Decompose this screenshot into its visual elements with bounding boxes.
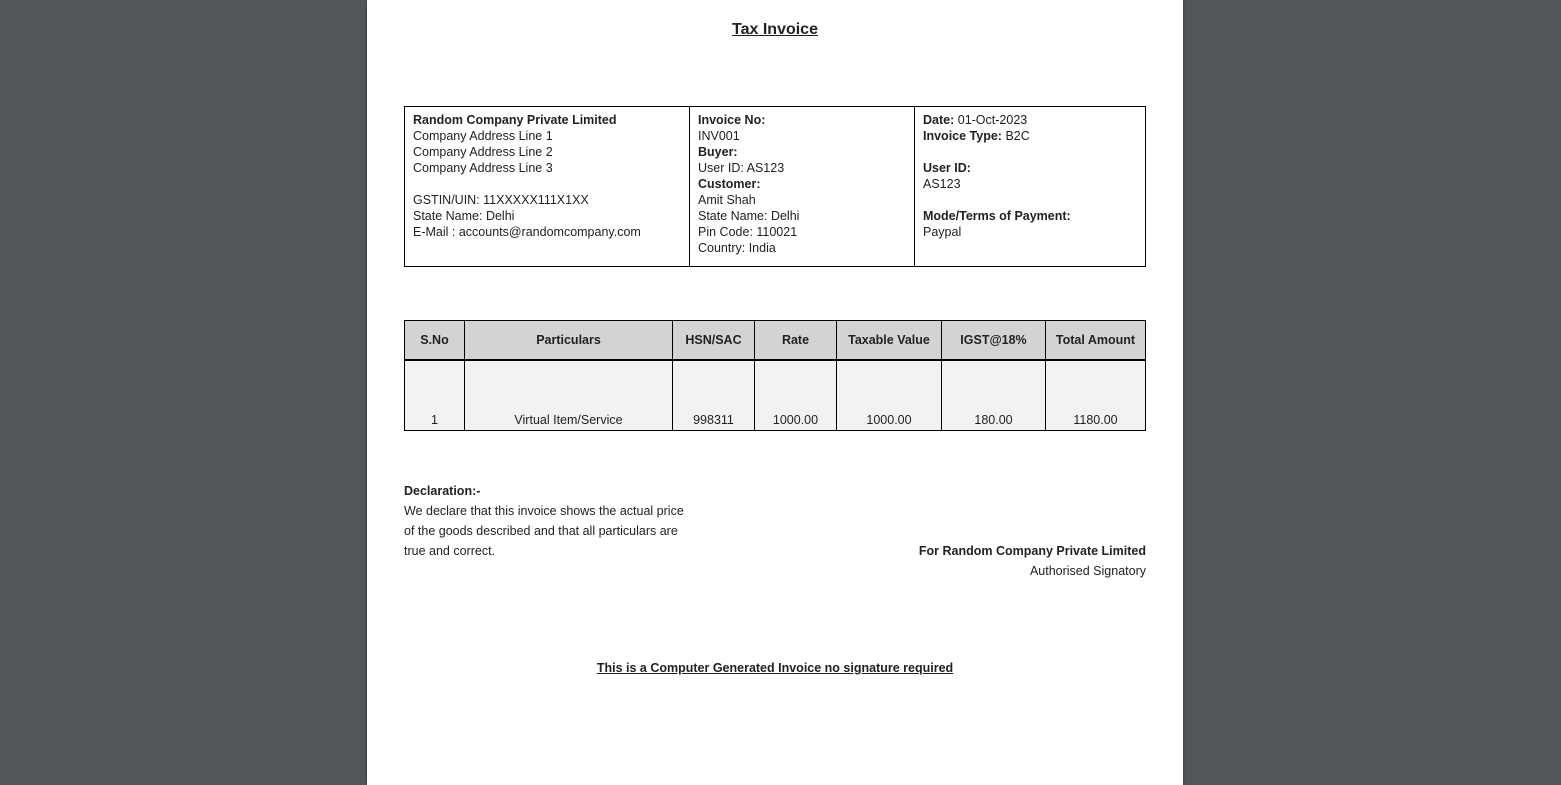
invoice-no-label: Invoice No: — [698, 113, 766, 127]
seller-state: State Name: Delhi — [413, 209, 515, 223]
signatory-company: For Random Company Private Limited — [918, 544, 1146, 558]
line-items-table — [404, 320, 1146, 431]
spacer — [923, 192, 1137, 208]
user-id-label: User ID: — [923, 161, 971, 175]
page-title-text: Tax Invoice — [732, 21, 818, 38]
column-header: IGST@18% — [942, 321, 1046, 361]
seller-details-cell — [405, 107, 690, 267]
invoice-no-value: INV001 — [698, 129, 740, 143]
column-header: Particulars — [465, 321, 673, 361]
seller-address-line-1: Company Address Line 1 — [413, 129, 553, 143]
column-header: S.No — [405, 321, 465, 361]
invoice-meta-cell — [915, 107, 1146, 267]
table-cell: 1180.00 — [1046, 360, 1146, 431]
footer-note — [367, 661, 1183, 675]
date-value: 01-Oct-2023 — [954, 113, 1028, 127]
invoice-header-table — [404, 106, 1146, 267]
column-header: Taxable Value — [837, 321, 942, 361]
table-cell: 180.00 — [942, 360, 1046, 431]
customer-country: Country: India — [698, 241, 776, 255]
seller-address-line-3: Company Address Line 3 — [413, 161, 553, 175]
table-cell: 1000.00 — [837, 360, 942, 431]
customer-name: Amit Shah — [698, 193, 756, 207]
footer-note-text: This is a Computer Generated Invoice no signature required — [596, 661, 954, 675]
invoice-type-label: Invoice Type: — [923, 129, 1002, 143]
declaration-text: We declare that this invoice shows the actual price of the goods described and that all particulars are true and correct. — [404, 504, 684, 558]
invoice-type-value: B2C — [1001, 129, 1030, 143]
seller-name: Random Company Private Limited — [413, 113, 617, 127]
customer-state: State Name: Delhi — [698, 209, 800, 223]
table-row — [405, 360, 1146, 431]
page-title — [367, 21, 1183, 39]
seller-gstin: GSTIN/UIN: 11XXXXX111X1XX — [413, 193, 589, 207]
invoice-details-cell — [690, 107, 915, 267]
column-header: Rate — [755, 321, 837, 361]
seller-address-line-2: Company Address Line 2 — [413, 145, 553, 159]
spacer — [923, 144, 1137, 160]
buyer-label: Buyer: — [698, 145, 738, 159]
table-cell: 998311 — [673, 360, 755, 431]
spacer — [413, 176, 681, 192]
buyer-user-id: User ID: AS123 — [698, 161, 785, 175]
declaration-title: Declaration:- — [404, 484, 481, 498]
column-header: HSN/SAC — [673, 321, 755, 361]
declaration-block — [404, 481, 684, 561]
payment-value: Paypal — [923, 225, 962, 239]
table-cell: Virtual Item/Service — [465, 360, 673, 431]
customer-pin: Pin Code: 110021 — [698, 225, 798, 239]
payment-label: Mode/Terms of Payment: — [923, 209, 1071, 223]
table-cell: 1000.00 — [755, 360, 837, 431]
signatory-label: Authorised Signatory — [1029, 564, 1146, 578]
table-header-row — [405, 321, 1146, 361]
customer-label: Customer: — [698, 177, 761, 191]
table-cell: 1 — [405, 360, 465, 431]
user-id-value: AS123 — [923, 177, 961, 191]
column-header: Total Amount — [1046, 321, 1146, 361]
invoice-page — [367, 0, 1183, 785]
date-label: Date: — [923, 113, 955, 127]
signatory-block — [919, 541, 1146, 581]
seller-email: E-Mail : accounts@randomcompany.com — [413, 225, 641, 239]
